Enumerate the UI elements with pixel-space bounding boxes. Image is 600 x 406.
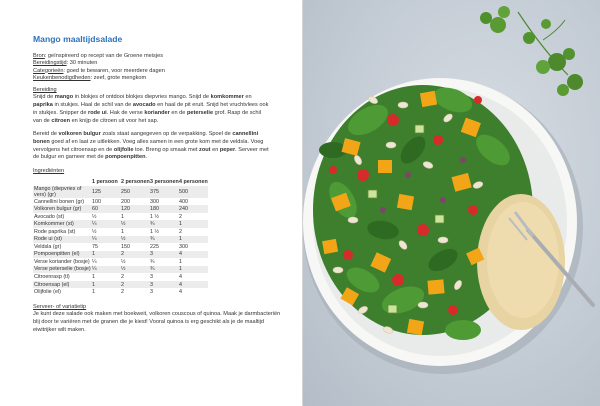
ingredient-amount: ¾	[150, 258, 155, 265]
preparation-text: en haal de pit eruit. Snijd het vruchtvlees ook in stukjes. Snipper de	[33, 102, 269, 116]
serving-text: Je kunt deze salade ook maken met boekweit, volkoren couscous of quinoa. Maak je darmbacteriën blij door te variëren met de granen die je kiest! Vooral quinoa is erg geschikt als je de maaltijd eiwitrijker wilt maken.	[33, 311, 281, 333]
preparation-text: goed af en laat ze uitlekken. Voeg alles samen in een grote kom met de veldsla. Voeg vervolgens het citroensap en de	[33, 139, 264, 153]
ingredient-amount: 1	[121, 213, 124, 220]
ingredient-amount: 300	[150, 198, 159, 205]
salad-bowl-photo	[303, 0, 600, 406]
ingredient-amount: ½	[121, 220, 150, 228]
preparation-text: .	[145, 154, 148, 161]
ingredient-amount: 200	[121, 198, 130, 205]
ingredient-amount: 1	[179, 220, 208, 228]
preparation-paragraph	[33, 131, 271, 162]
preparation-text: en de	[169, 109, 187, 116]
table-row	[33, 251, 208, 259]
recipe-meta	[33, 53, 285, 82]
ingredient-amount: 100	[92, 198, 101, 205]
table-row	[33, 281, 208, 289]
ingredient-amount: 125	[92, 186, 121, 198]
meta-value: : geïnspireerd op recept van de Groene meisjes	[44, 53, 163, 59]
ingredient-amount: 60	[92, 205, 121, 213]
ingredient-amount: ¾	[150, 236, 179, 244]
table-row	[33, 273, 208, 281]
preparation-text: . Serveer met de bulgur en garneer met de	[33, 146, 269, 161]
ingredient-amount: 3	[150, 274, 153, 281]
ingredient-amount: 2	[179, 228, 182, 235]
ingredient-amount: 4	[179, 251, 208, 259]
table-row	[33, 266, 208, 274]
meta-label: Bron	[33, 53, 45, 59]
preparation-text: grof. Rasp de schil van de	[33, 109, 261, 124]
ingredient-highlight: citroen	[51, 117, 71, 124]
ingredient-amount: ½	[92, 228, 97, 235]
table-row	[33, 258, 208, 266]
ingredient-name: Rode ui (st)	[33, 236, 92, 244]
recipe-title: Mango maaltijdsalade	[33, 34, 123, 44]
serving-heading: Serveer- of variatietip	[33, 303, 87, 310]
preparation-text: in stukjes. Haal de schil van de	[52, 102, 133, 109]
ingredient-highlight: komkommer	[210, 94, 244, 101]
ingredient-name: Avocado (st)	[34, 213, 65, 220]
ingredient-highlight: koriander	[144, 109, 170, 116]
ingredient-amount: 1	[179, 266, 208, 274]
ingredient-highlight: pompoenpitten	[105, 154, 146, 161]
ingredient-amount: 1	[121, 228, 124, 235]
preparation-text: zoals staat aangegeven op de verpakking. Spoel de	[100, 131, 233, 138]
table-row	[33, 243, 208, 251]
ingredient-amount: ¼	[92, 266, 121, 274]
ingredients-column-header: 1 persoon	[92, 178, 118, 185]
ingredient-name: Veldsla (gr)	[34, 243, 62, 250]
meta-source	[33, 53, 285, 60]
ingredient-highlight: cannellini bonen	[33, 131, 259, 145]
ingredient-name: Olijfolie (el)	[34, 289, 61, 296]
ingredient-amount: 225	[150, 243, 159, 250]
ingredient-amount: 1	[179, 236, 208, 244]
ingredient-name: Rode paprika (st)	[34, 228, 76, 235]
ingredient-highlight: olijfolie	[113, 146, 134, 153]
ingredients-column-header: 3 personen	[150, 178, 179, 185]
table-row	[33, 220, 208, 228]
meta-label: Keukenbenodigdheden	[33, 74, 91, 81]
ingredient-amount: 400	[179, 198, 188, 205]
meta-equipment	[33, 75, 285, 82]
ingredient-name: Verse koriander (bosje)	[34, 258, 90, 265]
ingredient-name: Pompoenpitten (el)	[33, 251, 92, 259]
ingredient-amount: 1	[92, 274, 95, 281]
ingredient-amount: ¾	[150, 266, 179, 274]
cilantro-garnish	[480, 6, 583, 96]
ingredient-amount: 2	[179, 213, 182, 220]
preparation-text: Bereid de	[33, 131, 59, 138]
preparation-heading: Bereiding	[33, 87, 57, 94]
preparation-text: . Hak de verse	[106, 109, 145, 116]
ingredient-highlight: peper	[219, 146, 236, 153]
ingredient-amount: 2	[121, 289, 124, 296]
ingredient-amount: 1	[179, 258, 182, 265]
ingredient-amount: 3	[150, 251, 179, 259]
ingredient-highlight: volkoren bulgur	[58, 131, 101, 138]
ingredient-amount: ¼	[92, 236, 121, 244]
preparation-text: Snijd de	[33, 94, 55, 101]
table-row	[33, 236, 208, 244]
ingredient-amount: ¾	[150, 220, 179, 228]
ingredient-amount: 1	[92, 281, 121, 289]
ingredient-highlight: rode ui	[88, 109, 107, 116]
ingredient-amount: 1	[92, 289, 95, 296]
ingredient-amount: 2	[121, 281, 150, 289]
preparation-paragraph	[33, 94, 271, 125]
ingredient-amount: 4	[179, 289, 182, 296]
meta-categories	[33, 68, 285, 75]
ingredients-column-header	[33, 177, 92, 185]
ingredients-header-row	[33, 177, 208, 185]
ingredient-name: Komkommer (st)	[33, 220, 92, 228]
ingredient-name: Mango (diepvries of vers) (gr)	[33, 186, 92, 198]
table-row	[33, 228, 208, 236]
table-row	[33, 186, 208, 198]
ingredient-amount: 375	[150, 186, 179, 198]
ingredient-name: Verse peterselie (bosje)	[34, 266, 91, 273]
meta-time	[33, 60, 285, 67]
ingredient-amount: ½	[121, 258, 126, 265]
ingredient-amount: 250	[121, 186, 150, 198]
meta-label: Categorieën	[33, 67, 64, 74]
ingredients-table	[33, 177, 208, 296]
ingredient-highlight: zout	[199, 146, 211, 153]
ingredient-amount: 1 ½	[150, 228, 159, 235]
ingredient-amount: 240	[179, 205, 208, 213]
recipe-content	[33, 34, 285, 334]
ingredient-highlight: mango	[54, 94, 74, 101]
ingredient-amount: 4	[179, 281, 208, 289]
ingredient-highlight: peterselie	[186, 109, 214, 116]
ingredient-name: Volkoren bulgur (gr)	[33, 205, 92, 213]
ingredient-amount: 75	[92, 243, 98, 250]
ingredient-amount: 4	[179, 274, 182, 281]
ingredient-amount: ½	[121, 266, 150, 274]
ingredient-amount: ½	[121, 236, 150, 244]
ingredient-amount: 3	[150, 281, 179, 289]
meta-label: Bereidingstijd	[33, 60, 67, 67]
preparation-text: toe. Breng op smaak met	[133, 146, 200, 153]
table-row	[33, 205, 208, 213]
ingredient-highlight: paprika	[33, 102, 53, 109]
meta-value: : goed te bewaren, voor meerdere dagen	[63, 67, 165, 74]
ingredient-amount: 120	[121, 205, 150, 213]
ingredient-amount: 500	[179, 186, 208, 198]
preparation-text: en	[243, 94, 252, 101]
ingredients-column-header: 4 personen	[179, 178, 208, 185]
ingredient-amount: 180	[150, 205, 179, 213]
meta-value: : 30 minuten	[66, 60, 98, 67]
preparation-text: en	[210, 146, 220, 153]
ingredient-amount: 300	[179, 243, 188, 250]
preparation-text: in blokjes of ontdooi blokjes diepvries mango. Snijd de	[73, 94, 211, 101]
table-row	[33, 213, 208, 221]
ingredient-amount: ½	[92, 213, 97, 220]
ingredient-amount: ¼	[92, 220, 121, 228]
table-row	[33, 198, 208, 206]
ingredient-amount: ¼	[92, 258, 97, 265]
ingredients-heading: Ingrediënten	[33, 168, 65, 175]
salad-photo-page	[303, 0, 600, 406]
ingredient-name: Citroensap (el)	[33, 281, 92, 289]
table-row	[33, 288, 208, 296]
ingredient-amount: 3	[150, 289, 153, 296]
ingredient-amount: 2	[121, 274, 124, 281]
ingredient-amount: 1 ½	[150, 213, 159, 220]
ingredient-amount: 2	[121, 251, 150, 259]
ingredient-amount: 150	[121, 243, 130, 250]
preparation-text: en knijp de citroen uit voor het sap.	[70, 117, 159, 124]
ingredient-highlight: avocado	[132, 102, 156, 109]
ingredient-name: Cannellini bonen (gr)	[34, 198, 85, 205]
ingredients-column-header: 2 personen	[121, 178, 150, 185]
ingredient-name: Citroenrasp (tl)	[34, 274, 70, 281]
ingredient-amount: 1	[92, 251, 121, 259]
meta-value: : zeef, grote mengkom	[90, 74, 147, 81]
